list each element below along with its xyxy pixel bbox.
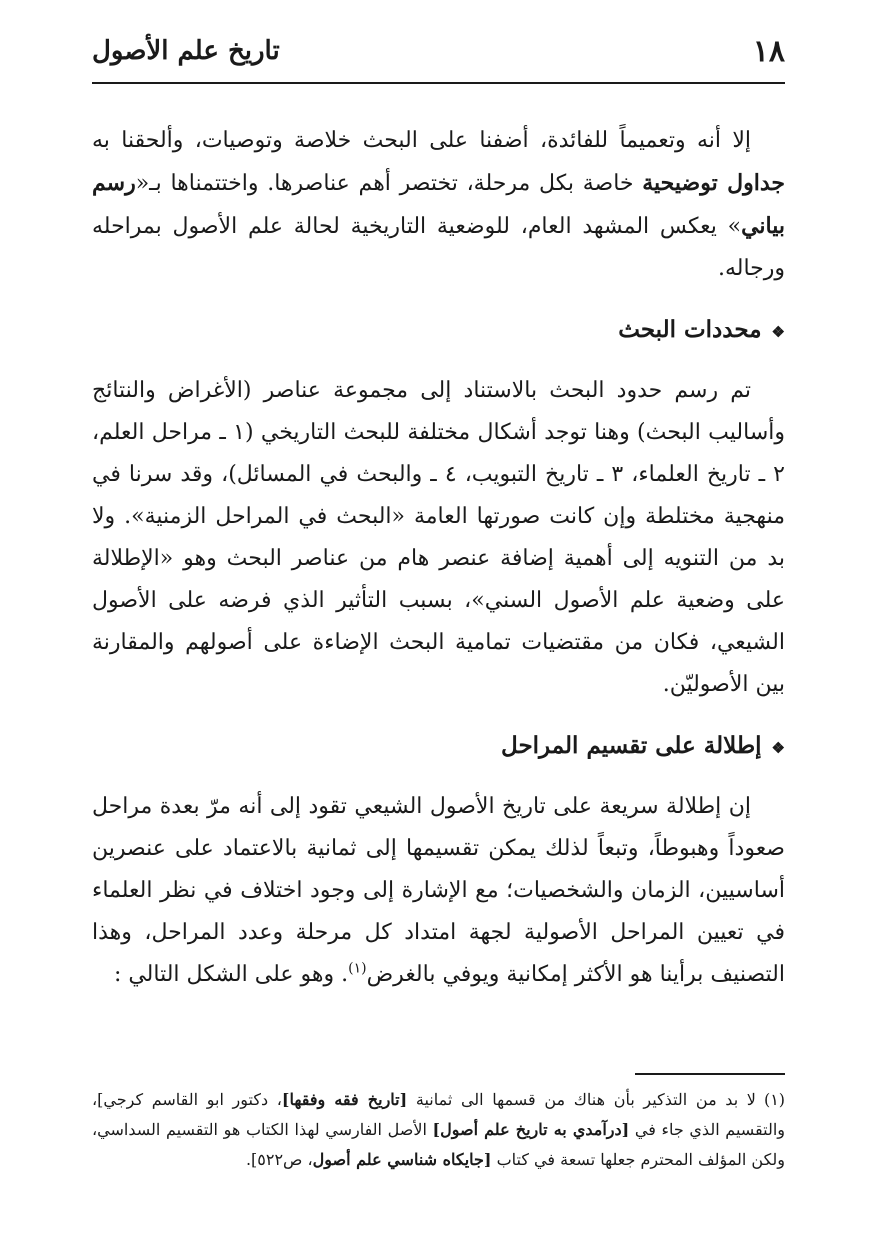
text-run: إلا أنه وتعميماً للفائدة، أضفنا على البحث خلاصة وتوصيات، وألحقنا به bbox=[92, 128, 751, 153]
section-heading-text: محددات البحث bbox=[618, 316, 762, 343]
text-run: ، دكتور ابو القاسم كرجي]، والتقسيم الذي جاء في bbox=[92, 1090, 786, 1139]
header-rule bbox=[92, 82, 785, 84]
bold-term: رسم بياني bbox=[92, 170, 785, 239]
running-head bbox=[92, 30, 785, 80]
section-heading-research-limits bbox=[92, 310, 785, 352]
footnote-rule bbox=[635, 1073, 785, 1075]
text-run: ، ص٥٢٢]. bbox=[245, 1150, 313, 1169]
footnote-number: (١) bbox=[763, 1090, 786, 1109]
bold-citation: [درآمدي به تاريخ علم أصول] bbox=[432, 1120, 630, 1139]
body-text bbox=[92, 120, 785, 996]
text-run: . وهو على الشكل التالي : bbox=[113, 962, 349, 987]
diamond-bullet-icon: ❖ bbox=[771, 323, 785, 341]
diamond-bullet-icon: ❖ bbox=[771, 739, 785, 757]
footnote-reference[interactable]: (١) bbox=[348, 960, 367, 977]
section-heading-stages bbox=[92, 726, 785, 768]
page-number: ١٨ bbox=[752, 34, 785, 69]
intro-paragraph bbox=[92, 120, 785, 290]
section-heading-text: إطلالة على تقسيم المراحل bbox=[501, 732, 762, 759]
text-run: إن إطلالة سريعة على تاريخ الأصول الشيعي تقود إلى أنه مرّ بعدة مراحل صعوداً وهبوطاً، وتبعاً لذلك يمكن تقسيمها إلى ثمانية بالاعتماد على عنصرين أساسيين، الزمان والشخصيات؛ مع الإشارة إلى وجود اختلاف في نظر العلماء في تعيين المراحل الأصولية لجهة امتداد كل مرحلة وعدد المراحل، وهذا التصنيف برأينا هو الأكثر إمكانية ويوفي بالغرض bbox=[92, 794, 785, 987]
text-run: الأصل الفارسي لهذا الكتاب هو التقسيم السداسي، ولكن المؤلف المحترم جعلها تسعة في كتاب bbox=[92, 1120, 785, 1169]
footnote bbox=[92, 1085, 785, 1175]
bold-term: جداول توضيحية bbox=[642, 170, 785, 196]
bold-citation: [جايكاه شناسي علم أصول bbox=[312, 1150, 492, 1169]
text-run: خاصة بكل مرحلة، تختصر أهم عناصرها. واختتمناها بـ« bbox=[135, 171, 643, 196]
stages-paragraph bbox=[92, 786, 785, 996]
running-head-title: تاريخ علم الأصول bbox=[92, 36, 280, 66]
research-limits-paragraph: تم رسم حدود البحث بالاستناد إلى مجموعة عناصر (الأغراض والنتائج وأساليب البحث) وهنا توجد أشكال مختلفة للبحث التاريخي (١ ـ مراحل العلم، ٢ ـ تاريخ العلماء، ٣ ـ تاريخ التبويب، ٤ ـ والبحث في المسائل)، وقد سرنا في منهجية مختلطة وإن كانت صورتها العامة «البحث في المراحل الزمنية». ولا بد من التنويه إلى أهمية إضافة عنصر هام من عناصر البحث وهو «الإطلالة على وضعية علم الأصول السني»، بسبب التأثير الذي فرضه على الأصول الشيعي، فكان من مقتضيات تمامية البحث الإضاءة على أصولهم والمقارنة بين الأصوليّن. bbox=[92, 378, 785, 697]
text-run: » يعكس المشهد العام، للوضعية التاريخية لحالة علم الأصول بمراحله ورجاله. bbox=[92, 214, 785, 281]
text-run: لا بد من التذكير بأن هناك من قسمها الى ثمانية bbox=[407, 1090, 756, 1109]
bold-citation: [تاريخ فقه وفقها] bbox=[281, 1090, 408, 1109]
